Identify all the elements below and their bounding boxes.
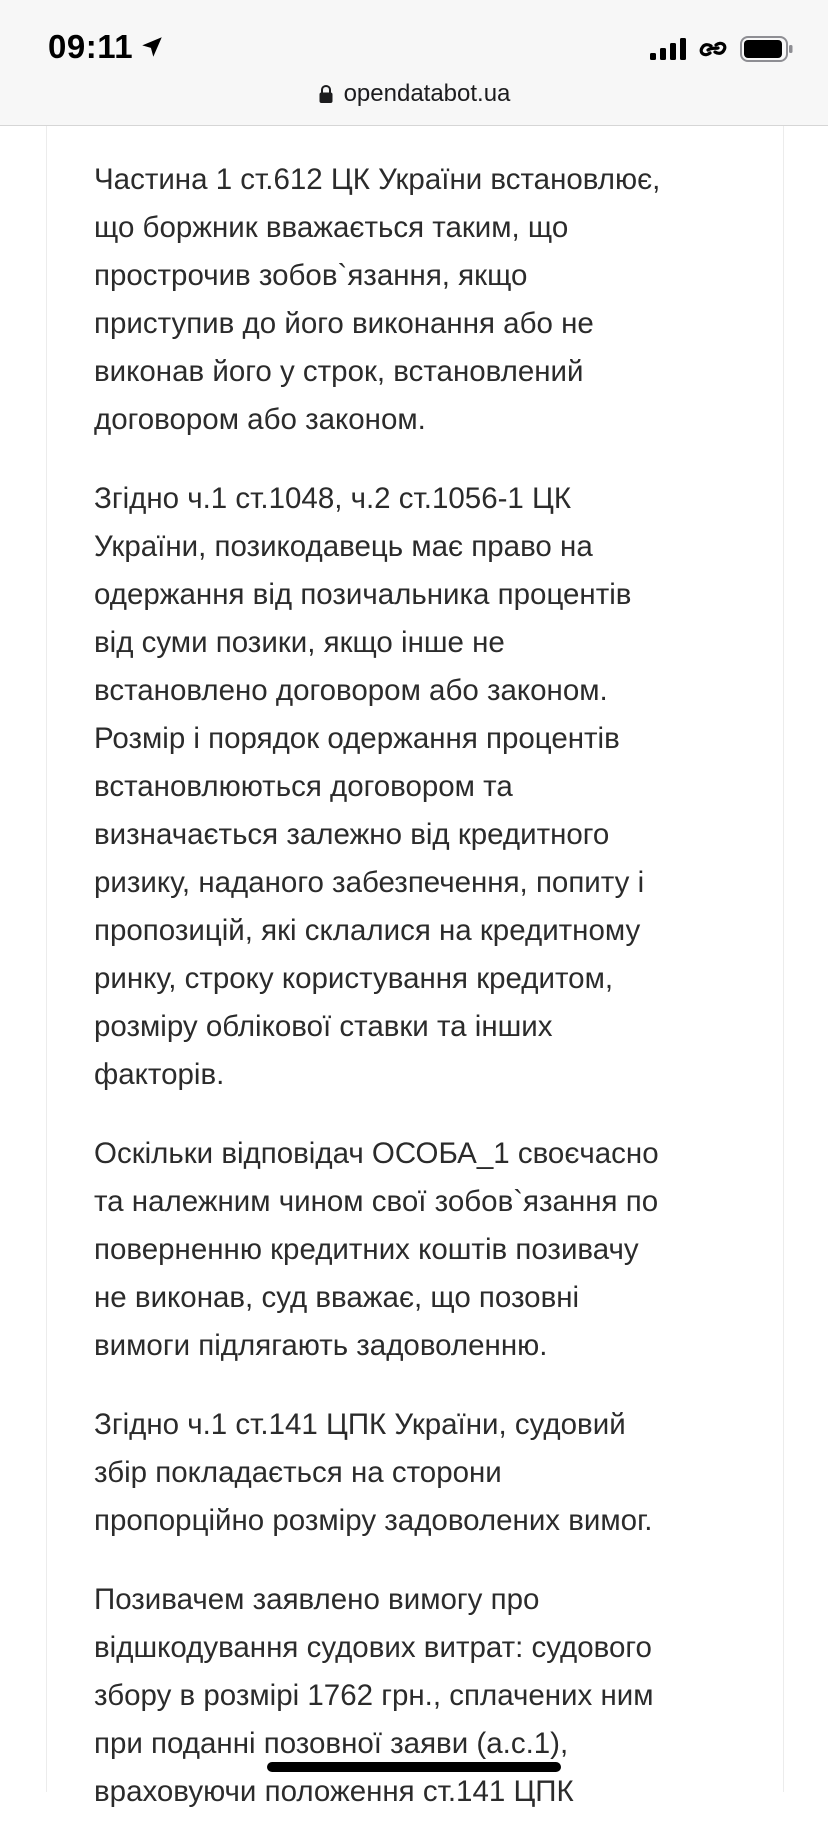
text-line: факторів.: [94, 1058, 225, 1091]
paragraph-5: [94, 1576, 748, 1816]
text-line: приступив до його виконання або не: [94, 307, 594, 340]
signal-icon: [650, 38, 686, 60]
text-line: поверненню кредитних коштів позивачу: [94, 1233, 639, 1266]
text-line: виконав його у строк, встановлений: [94, 355, 584, 388]
url-domain[interactable]: opendatabot.ua: [343, 80, 511, 107]
paragraph-2: [94, 475, 748, 1099]
text-line: відшкодування судових витрат: судового: [94, 1631, 652, 1664]
status-time-text: 09:11: [48, 28, 134, 65]
text-line: збір покладається на сторони: [94, 1456, 502, 1489]
text-line: при поданні позовної заяви (а.с.1),: [94, 1727, 569, 1760]
text-line: розміру облікової ставки та інших: [94, 1010, 553, 1043]
text-line: визначається залежно від кредитного: [94, 818, 610, 851]
text-line: пропозицій, які склалися на кредитному: [94, 914, 641, 947]
text-line: одержання від позичальника процентів: [94, 578, 632, 611]
text-line: Згідно ч.1 ст.141 ЦПК України, судовий: [94, 1408, 626, 1441]
text-line: Розмір і порядок одержання процентів: [94, 722, 620, 755]
paragraph-1: [94, 156, 748, 444]
text-line: збору в розмірі 1762 грн., сплачених ним: [94, 1679, 654, 1712]
text-line: України, позикодавець має право на: [94, 530, 593, 563]
location-arrow-icon: [139, 34, 165, 60]
status-bar: [0, 0, 828, 126]
text-line: не виконав, суд вважає, що позовні: [94, 1281, 580, 1314]
status-time: [48, 28, 165, 66]
text-line: Позивачем заявлено вимогу про: [94, 1583, 540, 1616]
text-line: встановлено договором або законом.: [94, 674, 608, 707]
text-line: прострочив зобов`язання, якщо: [94, 259, 528, 292]
paragraph-4: [94, 1401, 748, 1545]
text-line: вимоги підлягають задоволенню.: [94, 1329, 548, 1362]
text-line: що боржник вважається таким, що: [94, 211, 569, 244]
paragraph-3: [94, 1130, 748, 1370]
address-bar[interactable]: [0, 80, 828, 108]
text-line: Згідно ч.1 ст.1048, ч.2 ст.1056-1 ЦК: [94, 482, 572, 515]
text-line: встановлюються договором та: [94, 770, 513, 803]
home-indicator[interactable]: [267, 1762, 561, 1772]
text-line: Частина 1 ст.612 ЦК України встановлює,: [94, 163, 661, 196]
battery-icon: [740, 36, 794, 62]
text-line: пропорційно розміру задоволених вимог.: [94, 1504, 653, 1537]
text-line: ринку, строку користування кредитом,: [94, 962, 614, 995]
text-line: враховуючи положення ст.141 ЦПК: [94, 1775, 574, 1808]
text-line: та належним чином свої зобов`язання по: [94, 1185, 659, 1218]
lock-icon: [318, 84, 334, 104]
text-line: договором або законом.: [94, 403, 426, 436]
article-body: [94, 156, 748, 1847]
text-line: Оскільки відповідач ОСОБА_1 своєчасно: [94, 1137, 659, 1170]
text-line: ризику, наданого забезпечення, попиту і: [94, 866, 645, 899]
link-icon: [698, 37, 728, 61]
text-line: від суми позики, якщо інше не: [94, 626, 505, 659]
status-icons: [650, 36, 794, 62]
